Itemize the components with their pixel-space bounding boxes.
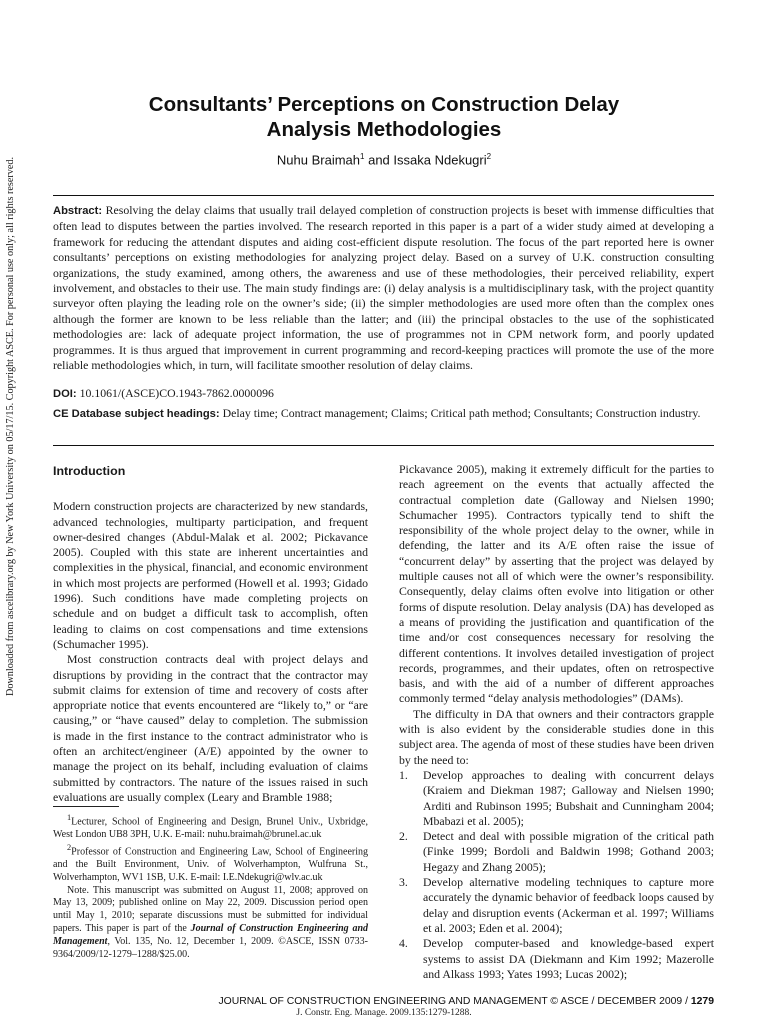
author-2: Issaka Ndekugri <box>393 152 487 168</box>
section-rule <box>53 445 714 446</box>
list-item <box>399 936 714 982</box>
footnote-1 <box>53 812 368 842</box>
author-1-affil: 1 <box>360 152 365 161</box>
right-paragraph-2: The difficulty in DA that owners and their contractors grapple with is also evident by the considerable studies done in this subject area. The agenda of most of these studies have been driven by the need to: <box>399 706 714 767</box>
citation-line: J. Constr. Eng. Manage. 2009.135:1279-1288. <box>296 1008 472 1018</box>
abstract <box>53 203 714 373</box>
list-text: Develop approaches to dealing with concurrent delays (Kraiem and Diekman 1987; Galloway and Nielsen 1990; Arditi and Rubinson 1995; Bubshait and Cunningham 2004; Mbabazi et al. 2005); <box>423 767 714 828</box>
footnote-2-mark: 2 <box>67 842 72 852</box>
note-text-b: , Vol. 135, No. 12, December 1, 2009. ©ASCE, ISSN 0733-9364/2009/12-1279–1288/$25.00. <box>53 935 368 960</box>
author-2-affil: 2 <box>486 152 492 161</box>
footnote-2 <box>53 842 368 885</box>
doi-value[interactable]: 10.1061/(ASCE)CO.1943-7862.0000096 <box>79 386 274 400</box>
paper-title <box>60 92 708 142</box>
footnote-1-mark: 1 <box>67 813 72 822</box>
list-text: Develop computer-based and knowledge-based expert systems to assist DA (Diekmann and Kim 1992; Mazerolle and Alkass 1993; Yates 1993; Lucas 2002); <box>423 936 714 981</box>
list-text: Develop alternative modeling techniques to capture more accurately the dynamic behavior of feedback loops caused by delay and disruption events (Ackerman et al. 1997; Williams et al. 2003; Eden et al. 2004); <box>423 875 714 935</box>
title-line-1: Consultants’ Perceptions on Construction Delay <box>148 93 620 116</box>
doi-label: DOI: <box>53 388 77 400</box>
author-1: Nuhu Braimah <box>276 152 361 168</box>
list-number: 4. <box>399 936 408 951</box>
note-journal: Journal of Construction Engineering and Management <box>53 923 369 947</box>
left-column <box>53 462 368 805</box>
download-notice-text: Downloaded from ascelibrary.org by New York University on 05/17/15. Copyright ASCE. For personal use only; all rights reserved. <box>5 156 16 696</box>
download-notice-sidebar <box>0 156 24 696</box>
right-column <box>399 462 714 982</box>
right-paragraph-1: Pickavance 2005), making it extremely difficult for the parties to reach agreement on the events that actually affected the contractual completion date (Galloway and Nielsen 1990; Schumacher 1995). Contractors typically tend to shift the responsibility of the whole project delay to the owner, while in defending, the latter and its A/E often raise the issue of “concurrent delay” by asserting that the project was delayed by multiple causes not all of which were the owner’s responsibility. Consequently, delay claims often evolve into litigation or other forms of dispute resolution. Delay analysis (DA) has developed as a means of providing the justification and quantification of the time and/or cost consequences necessary for resolving the different contentions. It involves detailed investigation of project records, programmes, and their updates, often on retrospective basis, and with the aid of a number of different approaches commonly termed “delay analysis methodologies” (DAMs). <box>399 462 714 706</box>
list-item <box>399 768 714 829</box>
journal-footer <box>218 996 714 1007</box>
footer-journal: JOURNAL OF CONSTRUCTION ENGINEERING AND MANAGEMENT © ASCE / DECEMBER 2009 / <box>218 996 688 1007</box>
list-item <box>399 875 714 936</box>
list-number: 3. <box>399 875 408 890</box>
footnotes <box>53 812 368 961</box>
list-text: Detect and deal with possible migration of the critical path (Finke 1999; Bordoli and Baldwin 1998; Gothand 2003; Hegazy and Zhang 2005); <box>423 829 714 874</box>
subject-headings <box>53 406 714 422</box>
subject-headings-text: Delay time; Contract management; Claims; Critical path method; Consultants; Construction industry. <box>222 406 701 420</box>
footnote-1-text: Lecturer, School of Engineering and Design, Brunel Univ., Uxbridge, West London UB8 3PH, U.K. E-mail: nuhu.braimah@brunel.ac.uk <box>53 816 368 841</box>
submission-note <box>53 885 368 962</box>
footnote-2-text: Professor of Construction and Engineering Law, School of Engineering and the Built Environment, Univ. of Wolverhampton, Wulfruna St., Wolverhampton, WV1 1SB, U.K. E-mail: I.E.Ndekugri@wlv.ac.uk <box>53 846 368 883</box>
introduction-heading: Introduction <box>53 464 126 478</box>
abstract-text: Resolving the delay claims that usually trail delayed completion of construction projects is beset with immense difficulties that often lead to disputes between the parties involved. The research reported in this paper is a part of a wider study aimed at developing a framework for reducing the attendant disputes and aiding cost-efficient dispute resolution. The focus of the part reported here is owner consultants’ perceptions on existing methodologies for analyzing project delay. Based on a survey of U.K. construction consulting organizations, the study examined, among others, the awareness and use of these methodologies, their perceived reliability, expert involvement, and obstacles to their use. The main study findings are: (i) delay analysis is a multidisciplinary task, with the project quantity surveyor often playing the leading role on the owner’s side; (ii) the simpler methodologies are used more often than the complex ones although the former are known to be less reliable than the latter; and (iii) the principal obstacles to the use of the sophisticated methodologies are: lack of adequate project information, the use of programmes not in CPM network form, and poorly updated programmes. It is thus argued that improvement in current programming and record-keeping practices will promote the use of the more reliable methodologies which, in turn, will facilitate smoother resolution of delay claims. <box>53 203 715 373</box>
list-number: 1. <box>399 767 408 782</box>
intro-paragraph-2: Most construction contracts deal with project delays and disruptions by providing in the contract that the contractor may submit claims for extension of time and recovery of costs after appropriate notice that events encountered are “likely to,” or “are causing,” or “have caused” delay to completion. The submission is made in the first instance to the contract administrator who is often an architect/engineer (A/E) appointed by the owner to manage the project on its behalf, including evaluation of claims submitted by contractors. The nature of the issues raised in such evaluations are usually complex (Leary and Bramble 1988; <box>53 652 368 804</box>
title-line-2: Analysis Methodologies <box>266 118 502 141</box>
note-text-a: Note. This manuscript was submitted on August 11, 2008; approved on May 13, 2009; published online on May 22, 2009. Discussion period open until May 1, 2010; separate discussions must be submitted for individual papers. This paper is part of the <box>53 884 368 935</box>
subject-headings-label: CE Database subject headings: <box>53 408 220 420</box>
study-agenda-list <box>399 768 714 982</box>
author-and: and <box>368 152 390 168</box>
author-line <box>0 152 768 167</box>
list-number: 2. <box>399 829 408 844</box>
page-number: 1279 <box>690 996 714 1007</box>
top-rule <box>53 195 714 196</box>
abstract-label: Abstract: <box>53 205 103 217</box>
footnote-rule <box>53 806 119 807</box>
doi <box>53 386 714 401</box>
list-item <box>399 829 714 875</box>
intro-paragraph-1: Modern construction projects are characterized by new standards, advanced technologies, multiparty participation, and frequent owner-desired changes (Abdul-Malak et al. 2002; Pickavance 2005). Coupled with this state are inherent uncertainties and complexities in the physical, financial, and economic environment in which most projects are performed (Howell et al. 1993; Gidado 1996). Such conditions have made completing projects on schedule and on budget a difficult task to accomplish, often leading to claims on cost compensations and time extensions (Schumacher 1995). <box>53 499 368 651</box>
